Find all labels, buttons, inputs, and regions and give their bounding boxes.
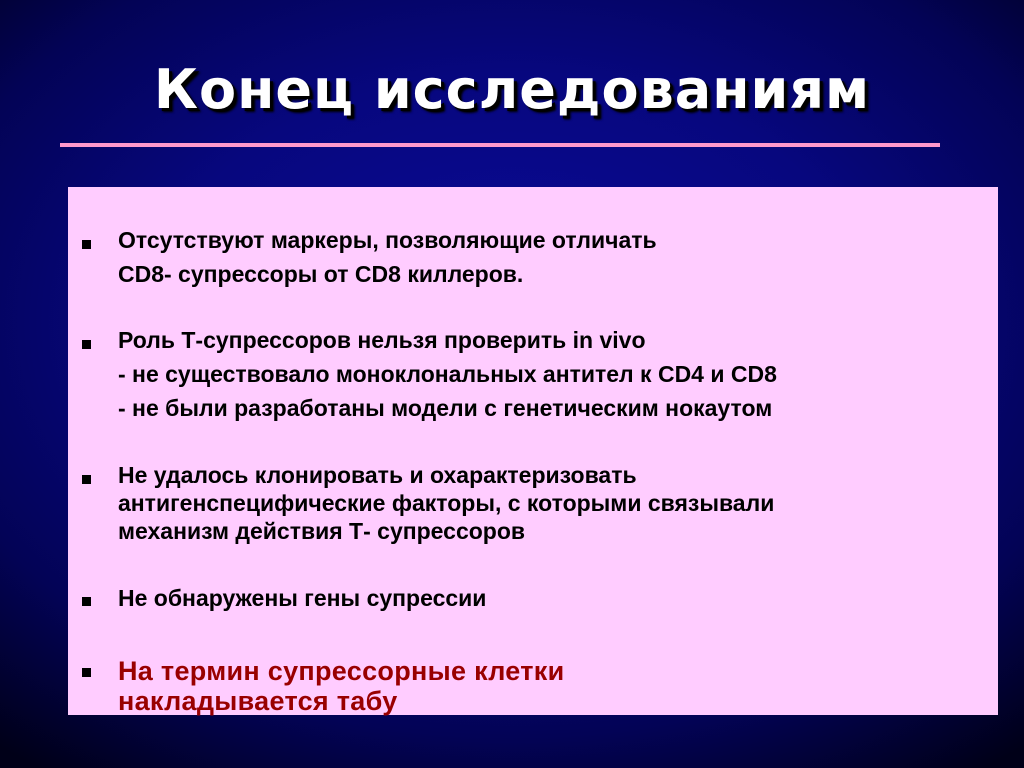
- bullet-2-line-2: - не существовало моноклональных антител к CD4 и CD8: [118, 361, 777, 387]
- bullet-marker: [82, 668, 91, 677]
- title-divider: [60, 143, 940, 147]
- bullet-1-line-2: CD8- супрессоры от CD8 киллеров.: [118, 261, 524, 287]
- bullet-2-line-1: Роль Т-супрессоров нельзя проверить in vivo: [118, 327, 646, 353]
- bullet-marker: [82, 475, 91, 484]
- bullet-3-line-1: Не удалось клонировать и охарактеризовать: [118, 462, 637, 488]
- bullet-marker: [82, 340, 91, 349]
- bullet-2-line-3: - не были разработаны модели с генетическим нокаутом: [118, 395, 773, 421]
- bullet-marker: [82, 597, 91, 606]
- slide-title: Конец исследованиям: [153, 58, 871, 121]
- bullet-marker: [82, 240, 91, 249]
- bullet-3-line-2: антигенспецифические факторы, с которыми связывали: [118, 490, 775, 516]
- content-panel: [68, 187, 998, 715]
- bullet-4-line-1: Не обнаружены гены супрессии: [118, 585, 487, 611]
- emphasis-line-2: накладывается табу: [118, 686, 398, 716]
- emphasis-line-1: На термин супрессорные клетки: [118, 656, 565, 686]
- bullet-1-line-1: Отсутствуют маркеры, позволяющие отличать: [118, 227, 657, 253]
- bullet-3-line-3: механизм действия Т- супрессоров: [118, 518, 526, 544]
